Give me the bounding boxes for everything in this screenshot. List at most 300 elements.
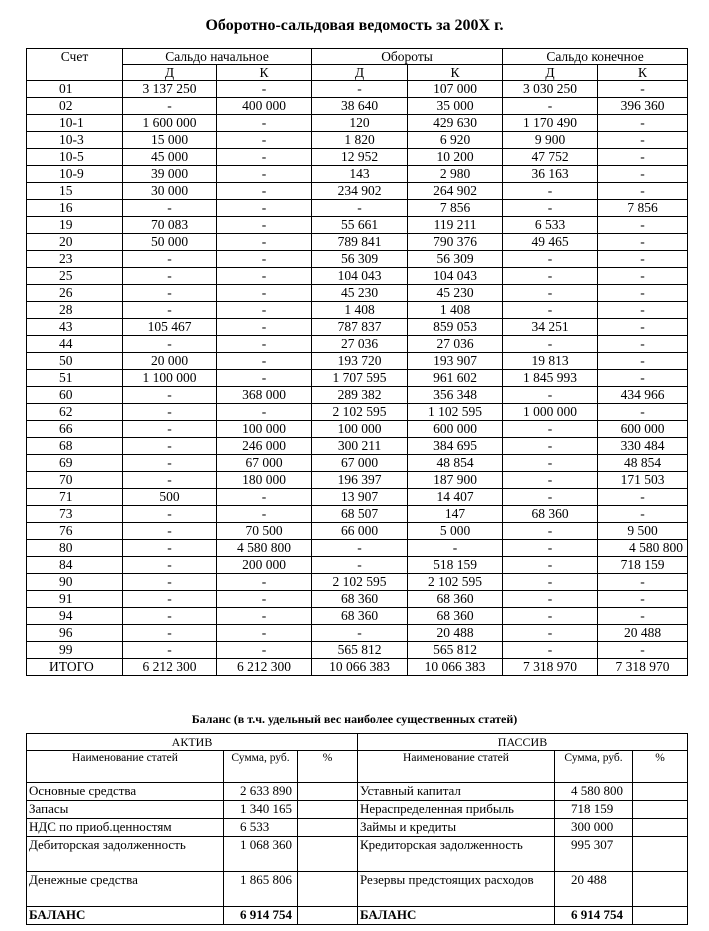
table-row <box>27 438 688 455</box>
turnover-debit-cell: 66 000 <box>312 523 408 540</box>
liability-pct-cell <box>633 783 688 801</box>
closing-debit-cell: - <box>503 183 598 200</box>
opening-debit-cell: 20 000 <box>123 353 217 370</box>
closing-credit-cell: - <box>598 183 688 200</box>
table-row <box>27 251 688 268</box>
closing-debit-cell: - <box>503 642 598 659</box>
account-cell: 43 <box>27 319 123 336</box>
account-cell: 84 <box>27 557 123 574</box>
opening-credit-cell: - <box>217 336 312 353</box>
liability-sum-cell: 4 580 800 <box>555 783 633 801</box>
closing-debit-cell: - <box>503 455 598 472</box>
closing-credit-cell: - <box>598 608 688 625</box>
closing-debit-cell: - <box>503 489 598 506</box>
closing-credit-cell: 600 000 <box>598 421 688 438</box>
opening-credit-cell: - <box>217 217 312 234</box>
opening-debit-cell: - <box>123 642 217 659</box>
liability-name-cell: Займы и кредиты <box>358 819 555 837</box>
opening-debit-cell: 45 000 <box>123 149 217 166</box>
account-cell: 80 <box>27 540 123 557</box>
balance-sheet-body <box>27 783 688 907</box>
asset-col-name: Наименование статей <box>27 751 224 783</box>
closing-credit-cell: - <box>598 336 688 353</box>
asset-name-cell: Основные средства <box>27 783 224 801</box>
closing-credit-cell: - <box>598 489 688 506</box>
closing-debit-cell: 6 533 <box>503 217 598 234</box>
liability-col-name: Наименование статей <box>358 751 555 783</box>
account-cell: 51 <box>27 370 123 387</box>
table-row <box>27 285 688 302</box>
turnover-debit-cell: 68 360 <box>312 608 408 625</box>
turnover-debit-cell: 1 408 <box>312 302 408 319</box>
account-cell: 90 <box>27 574 123 591</box>
opening-debit-cell: - <box>123 404 217 421</box>
closing-debit-cell: - <box>503 200 598 217</box>
account-cell: 76 <box>27 523 123 540</box>
table-row <box>27 625 688 642</box>
turnover-credit-cell: 193 907 <box>408 353 503 370</box>
page-title: Оборотно-сальдовая ведомость за 200Х г. <box>205 17 504 34</box>
opening-credit-cell: 400 000 <box>217 98 312 115</box>
closing-debit-cell: 36 163 <box>503 166 598 183</box>
closing-credit-cell: - <box>598 404 688 421</box>
account-cell: 02 <box>27 98 123 115</box>
closing-credit-cell: - <box>598 319 688 336</box>
liability-pct-cell <box>633 819 688 837</box>
opening-debit-cell: - <box>123 472 217 489</box>
opening-credit-cell: - <box>217 132 312 149</box>
table-row <box>27 608 688 625</box>
closing-debit-cell: 34 251 <box>503 319 598 336</box>
turnover-credit-cell: 48 854 <box>408 455 503 472</box>
account-cell: 10-9 <box>27 166 123 183</box>
turnover-credit-cell: 35 000 <box>408 98 503 115</box>
turnover-debit-cell: 27 036 <box>312 336 408 353</box>
turnover-credit-cell: 147 <box>408 506 503 523</box>
turnover-debit-cell: 38 640 <box>312 98 408 115</box>
opening-credit-cell: - <box>217 353 312 370</box>
closing-credit-cell: 20 488 <box>598 625 688 642</box>
account-cell: 96 <box>27 625 123 642</box>
turnover-debit-cell: 193 720 <box>312 353 408 370</box>
asset-header: АКТИВ <box>27 734 358 751</box>
turnover-debit-cell: 56 309 <box>312 251 408 268</box>
table-row <box>27 268 688 285</box>
closing-credit-cell: 718 159 <box>598 557 688 574</box>
opening-credit-cell: 368 000 <box>217 387 312 404</box>
asset-col-pct: % <box>298 751 358 783</box>
account-cell: 70 <box>27 472 123 489</box>
opening-credit-cell: - <box>217 506 312 523</box>
balance-sheet-table <box>26 733 688 925</box>
turnover-debit-cell: 13 907 <box>312 489 408 506</box>
header-closing-credit: К <box>598 65 688 81</box>
liability-sum-cell: 718 159 <box>555 801 633 819</box>
account-cell: 10-3 <box>27 132 123 149</box>
turnover-debit-cell: 2 102 595 <box>312 404 408 421</box>
turnover-debit-cell: 789 841 <box>312 234 408 251</box>
closing-credit-cell: 396 360 <box>598 98 688 115</box>
turnover-debit-cell: 55 661 <box>312 217 408 234</box>
closing-debit-cell: 1 000 000 <box>503 404 598 421</box>
opening-debit-cell: - <box>123 591 217 608</box>
opening-credit-cell: - <box>217 268 312 285</box>
balance-row <box>27 837 688 872</box>
opening-debit-cell: - <box>123 336 217 353</box>
account-cell: 66 <box>27 421 123 438</box>
header-closing-balance: Сальдо конечное <box>503 49 688 65</box>
turnover-debit-cell: 196 397 <box>312 472 408 489</box>
opening-credit-cell: - <box>217 183 312 200</box>
turnover-debit-cell: 300 211 <box>312 438 408 455</box>
asset-sum-cell: 1 865 806 <box>224 872 298 907</box>
opening-credit-cell: 180 000 <box>217 472 312 489</box>
total-closing-credit: 7 318 970 <box>598 659 688 676</box>
turnover-debit-cell: - <box>312 200 408 217</box>
opening-credit-cell: - <box>217 149 312 166</box>
closing-credit-cell: - <box>598 166 688 183</box>
closing-debit-cell: - <box>503 472 598 489</box>
opening-debit-cell: 500 <box>123 489 217 506</box>
turnover-credit-cell: 56 309 <box>408 251 503 268</box>
opening-debit-cell: 30 000 <box>123 183 217 200</box>
turnover-debit-cell: 1 820 <box>312 132 408 149</box>
turnover-credit-cell: 356 348 <box>408 387 503 404</box>
opening-debit-cell: - <box>123 98 217 115</box>
total-closing-debit: 7 318 970 <box>503 659 598 676</box>
opening-credit-cell: - <box>217 200 312 217</box>
table-row <box>27 98 688 115</box>
asset-pct-cell <box>298 819 358 837</box>
closing-credit-cell: 9 500 <box>598 523 688 540</box>
closing-debit-cell: - <box>503 540 598 557</box>
asset-pct-cell <box>298 783 358 801</box>
liability-pct-cell <box>633 872 688 907</box>
closing-credit-cell: - <box>598 234 688 251</box>
opening-credit-cell: 100 000 <box>217 421 312 438</box>
account-cell: 19 <box>27 217 123 234</box>
turnover-debit-cell: 68 507 <box>312 506 408 523</box>
closing-debit-cell: - <box>503 98 598 115</box>
account-cell: 68 <box>27 438 123 455</box>
opening-credit-cell: - <box>217 234 312 251</box>
turnover-credit-cell: 1 408 <box>408 302 503 319</box>
liability-header: ПАССИВ <box>358 734 688 751</box>
account-cell: 23 <box>27 251 123 268</box>
closing-credit-cell: - <box>598 370 688 387</box>
opening-debit-cell: - <box>123 557 217 574</box>
liability-sum-cell: 20 488 <box>555 872 633 907</box>
closing-debit-cell: - <box>503 574 598 591</box>
asset-name-cell: Запасы <box>27 801 224 819</box>
table-row <box>27 115 688 132</box>
table-row <box>27 302 688 319</box>
opening-debit-cell: - <box>123 268 217 285</box>
turnover-credit-cell: 27 036 <box>408 336 503 353</box>
closing-debit-cell: - <box>503 268 598 285</box>
asset-pct-cell <box>298 872 358 907</box>
account-cell: 50 <box>27 353 123 370</box>
opening-credit-cell: - <box>217 370 312 387</box>
account-cell: 73 <box>27 506 123 523</box>
closing-debit-cell: - <box>503 625 598 642</box>
account-cell: 94 <box>27 608 123 625</box>
turnover-debit-cell: 68 360 <box>312 591 408 608</box>
table-row <box>27 234 688 251</box>
liability-pct-cell <box>633 837 688 872</box>
opening-credit-cell: - <box>217 591 312 608</box>
opening-credit-cell: - <box>217 642 312 659</box>
opening-credit-cell: 246 000 <box>217 438 312 455</box>
opening-debit-cell: 1 100 000 <box>123 370 217 387</box>
closing-debit-cell: 3 030 250 <box>503 81 598 98</box>
turnover-credit-cell: 518 159 <box>408 557 503 574</box>
turnover-credit-cell: 20 488 <box>408 625 503 642</box>
account-cell: 26 <box>27 285 123 302</box>
opening-credit-cell: - <box>217 319 312 336</box>
turnover-credit-cell: 2 102 595 <box>408 574 503 591</box>
account-cell: 16 <box>27 200 123 217</box>
opening-debit-cell: - <box>123 523 217 540</box>
turnover-credit-cell: 6 920 <box>408 132 503 149</box>
header-opening-balance: Сальдо начальное <box>123 49 312 65</box>
opening-debit-cell: - <box>123 251 217 268</box>
turnover-credit-cell: 107 000 <box>408 81 503 98</box>
turnover-debit-cell: 100 000 <box>312 421 408 438</box>
balance-row <box>27 801 688 819</box>
turnover-credit-cell: 68 360 <box>408 608 503 625</box>
closing-credit-cell: - <box>598 132 688 149</box>
closing-debit-cell: 1 170 490 <box>503 115 598 132</box>
opening-debit-cell: 39 000 <box>123 166 217 183</box>
table-row <box>27 642 688 659</box>
liability-total-pct <box>633 907 688 925</box>
closing-credit-cell: 171 503 <box>598 472 688 489</box>
opening-debit-cell: - <box>123 200 217 217</box>
closing-debit-cell: 1 845 993 <box>503 370 598 387</box>
turnover-debit-cell: 143 <box>312 166 408 183</box>
opening-debit-cell: 1 600 000 <box>123 115 217 132</box>
table-row <box>27 404 688 421</box>
balance-row <box>27 872 688 907</box>
closing-credit-cell: - <box>598 115 688 132</box>
table-row <box>27 387 688 404</box>
liability-col-pct: % <box>633 751 688 783</box>
turnover-debit-cell: 104 043 <box>312 268 408 285</box>
opening-debit-cell: - <box>123 285 217 302</box>
header-turnover-debit: Д <box>312 65 408 81</box>
balance-row <box>27 819 688 837</box>
liability-sum-cell: 995 307 <box>555 837 633 872</box>
opening-credit-cell: 200 000 <box>217 557 312 574</box>
opening-debit-cell: 50 000 <box>123 234 217 251</box>
opening-credit-cell: - <box>217 251 312 268</box>
turnover-credit-cell: 1 102 595 <box>408 404 503 421</box>
account-cell: 69 <box>27 455 123 472</box>
turnover-credit-cell: 68 360 <box>408 591 503 608</box>
table-row <box>27 591 688 608</box>
closing-credit-cell: - <box>598 81 688 98</box>
turnover-credit-cell: 384 695 <box>408 438 503 455</box>
opening-credit-cell: - <box>217 608 312 625</box>
account-cell: 25 <box>27 268 123 285</box>
table-row <box>27 200 688 217</box>
total-label: ИТОГО <box>27 659 123 676</box>
closing-credit-cell: - <box>598 574 688 591</box>
header-closing-debit: Д <box>503 65 598 81</box>
closing-debit-cell: - <box>503 557 598 574</box>
opening-credit-cell: - <box>217 489 312 506</box>
turnover-credit-cell: 7 856 <box>408 200 503 217</box>
table-row <box>27 217 688 234</box>
opening-debit-cell: - <box>123 455 217 472</box>
table-row <box>27 132 688 149</box>
opening-debit-cell: 105 467 <box>123 319 217 336</box>
table-row <box>27 166 688 183</box>
closing-credit-cell: - <box>598 642 688 659</box>
closing-credit-cell: 48 854 <box>598 455 688 472</box>
closing-credit-cell: - <box>598 302 688 319</box>
asset-pct-cell <box>298 837 358 872</box>
header-opening-credit: К <box>217 65 312 81</box>
asset-sum-cell: 2 633 890 <box>224 783 298 801</box>
closing-debit-cell: 49 465 <box>503 234 598 251</box>
table-row <box>27 81 688 98</box>
turnover-debit-cell: 1 707 595 <box>312 370 408 387</box>
liability-sum-cell: 300 000 <box>555 819 633 837</box>
account-cell: 60 <box>27 387 123 404</box>
turnover-credit-cell: 119 211 <box>408 217 503 234</box>
turnover-credit-cell: 104 043 <box>408 268 503 285</box>
turnover-debit-cell: 120 <box>312 115 408 132</box>
account-cell: 28 <box>27 302 123 319</box>
opening-debit-cell: - <box>123 438 217 455</box>
closing-credit-cell: - <box>598 353 688 370</box>
opening-credit-cell: - <box>217 285 312 302</box>
opening-debit-cell: - <box>123 506 217 523</box>
turnover-credit-cell: 2 980 <box>408 166 503 183</box>
table-row <box>27 183 688 200</box>
closing-debit-cell: 68 360 <box>503 506 598 523</box>
total-turnover-debit: 10 066 383 <box>312 659 408 676</box>
turnover-credit-cell: 961 602 <box>408 370 503 387</box>
turnover-debit-cell: 565 812 <box>312 642 408 659</box>
closing-debit-cell: - <box>503 285 598 302</box>
closing-debit-cell: 9 900 <box>503 132 598 149</box>
opening-credit-cell: - <box>217 574 312 591</box>
trial-balance-body <box>27 81 688 659</box>
closing-debit-cell: - <box>503 591 598 608</box>
opening-credit-cell: 4 580 800 <box>217 540 312 557</box>
turnover-debit-cell: 289 382 <box>312 387 408 404</box>
liability-pct-cell <box>633 801 688 819</box>
turnover-debit-cell: 45 230 <box>312 285 408 302</box>
account-cell: 10-1 <box>27 115 123 132</box>
table-row <box>27 489 688 506</box>
liability-name-cell: Нераспределенная прибыль <box>358 801 555 819</box>
opening-credit-cell: - <box>217 302 312 319</box>
turnover-credit-cell: 600 000 <box>408 421 503 438</box>
closing-debit-cell: - <box>503 438 598 455</box>
closing-credit-cell: 434 966 <box>598 387 688 404</box>
table-row <box>27 472 688 489</box>
asset-name-cell: НДС по приоб.ценностям <box>27 819 224 837</box>
table-row <box>27 455 688 472</box>
opening-debit-cell: 15 000 <box>123 132 217 149</box>
table-row <box>27 421 688 438</box>
turnover-debit-cell: 787 837 <box>312 319 408 336</box>
opening-credit-cell: - <box>217 115 312 132</box>
table-row <box>27 370 688 387</box>
turnover-credit-cell: 790 376 <box>408 234 503 251</box>
opening-credit-cell: 70 500 <box>217 523 312 540</box>
table-row <box>27 319 688 336</box>
total-opening-credit: 6 212 300 <box>217 659 312 676</box>
account-cell: 91 <box>27 591 123 608</box>
table-row <box>27 540 688 557</box>
turnover-debit-cell: 67 000 <box>312 455 408 472</box>
asset-name-cell: Денежные средства <box>27 872 224 907</box>
opening-credit-cell: - <box>217 625 312 642</box>
turnover-credit-cell: 5 000 <box>408 523 503 540</box>
account-cell: 44 <box>27 336 123 353</box>
header-account: Счет <box>27 49 123 81</box>
liability-total-sum: 6 914 754 <box>555 907 633 925</box>
account-cell: 10-5 <box>27 149 123 166</box>
header-turnover: Обороты <box>312 49 503 65</box>
opening-debit-cell: 70 083 <box>123 217 217 234</box>
asset-col-sum: Сумма, руб. <box>224 751 298 783</box>
asset-total-label: БАЛАНС <box>27 907 224 925</box>
opening-debit-cell: - <box>123 608 217 625</box>
asset-sum-cell: 1 340 165 <box>224 801 298 819</box>
liability-name-cell: Резервы предстоящих расходов <box>358 872 555 907</box>
closing-credit-cell: - <box>598 268 688 285</box>
opening-credit-cell: - <box>217 166 312 183</box>
closing-credit-cell: - <box>598 149 688 166</box>
turnover-debit-cell: - <box>312 540 408 557</box>
closing-debit-cell: 47 752 <box>503 149 598 166</box>
balance-row <box>27 783 688 801</box>
account-cell: 15 <box>27 183 123 200</box>
closing-credit-cell: 330 484 <box>598 438 688 455</box>
opening-debit-cell: - <box>123 387 217 404</box>
trial-balance-table <box>26 48 688 676</box>
closing-credit-cell: - <box>598 217 688 234</box>
turnover-debit-cell: - <box>312 557 408 574</box>
balance-title: Баланс (в т.ч. удельный вес наиболее существенных статей) <box>191 712 518 726</box>
closing-credit-cell: - <box>598 285 688 302</box>
table-row <box>27 574 688 591</box>
table-row <box>27 506 688 523</box>
account-cell: 99 <box>27 642 123 659</box>
closing-debit-cell: 19 813 <box>503 353 598 370</box>
opening-credit-cell: - <box>217 404 312 421</box>
balance-total-row <box>27 907 688 925</box>
asset-total-sum: 6 914 754 <box>224 907 298 925</box>
turnover-credit-cell: 429 630 <box>408 115 503 132</box>
closing-debit-cell: - <box>503 302 598 319</box>
turnover-credit-cell: 10 200 <box>408 149 503 166</box>
turnover-debit-cell: 2 102 595 <box>312 574 408 591</box>
header-opening-debit: Д <box>123 65 217 81</box>
closing-debit-cell: - <box>503 336 598 353</box>
closing-credit-cell: - <box>598 506 688 523</box>
table-row <box>27 523 688 540</box>
asset-total-pct <box>298 907 358 925</box>
account-cell: 01 <box>27 81 123 98</box>
turnover-credit-cell: 859 053 <box>408 319 503 336</box>
